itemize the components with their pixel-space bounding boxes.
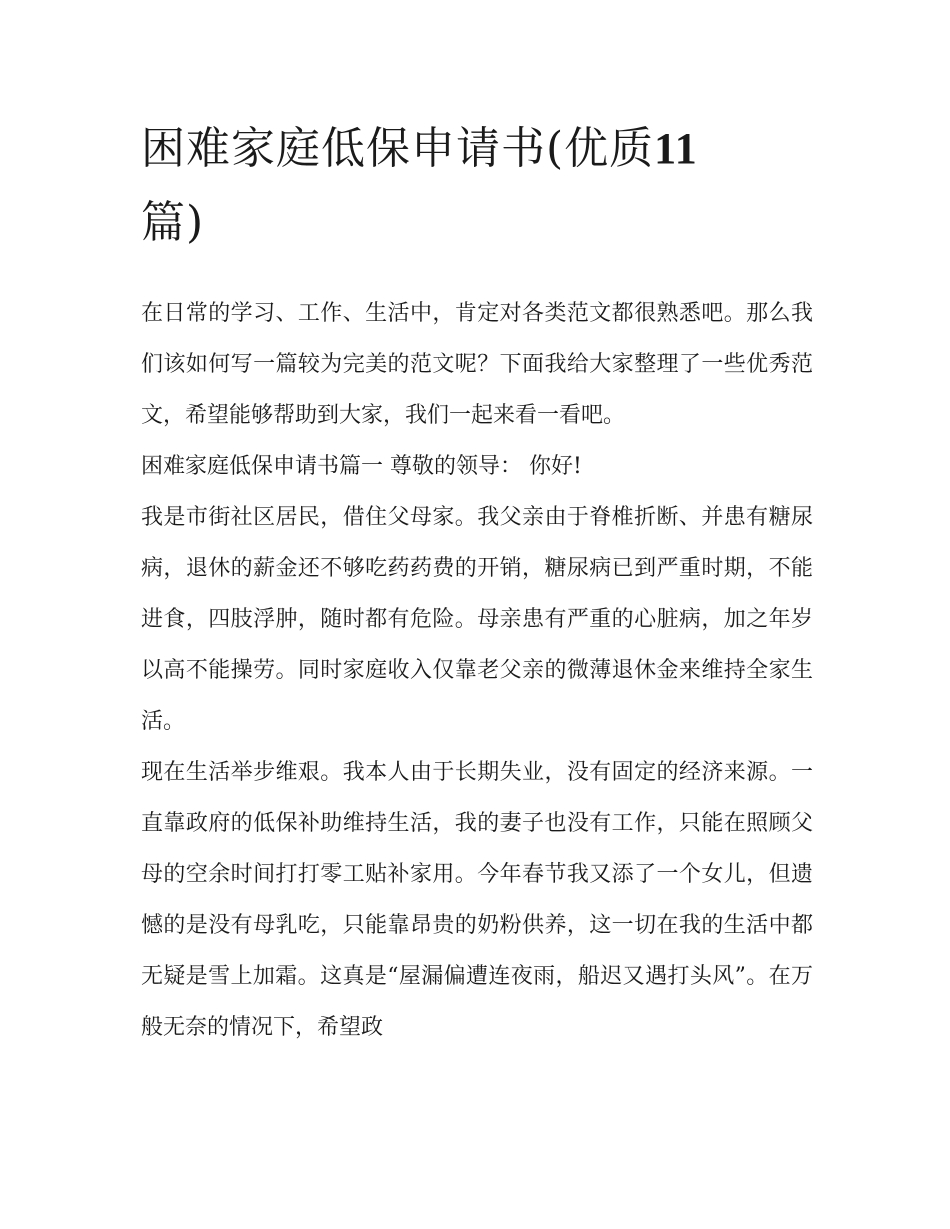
document-page	[141, 112, 813, 1053]
title-end: 篇)	[141, 197, 205, 248]
body-paragraph-family: 我是市街社区居民，借住父母家。我父亲由于脊椎折断、并患有糖尿病，退休的薪金还不够吃药药费的开销，糖尿病已到严重时期，不能进食，四肢浮肿，随时都有危险。母亲患有严重的心脏病，加之年岁以高不能操劳。同时家庭收入仅靠老父亲的微薄退休金来维持全家生活。	[141, 505, 813, 734]
title-text: 困难家庭低保申请书(优质	[141, 123, 655, 174]
section-heading-paragraph: 困难家庭低保申请书篇一 尊敬的领导： 你好!	[141, 454, 582, 479]
body-paragraph-hardship: 现在生活举步维艰。我本人由于长期失业，没有固定的经济来源。一直靠政府的低保补助维持生活，我的妻子也没有工作，只能在照顾父母的空余时间打打零工贴补家用。今年春节我又添了一个女儿，但遗憾的是没有母乳吃，只能靠昂贵的奶粉供养，这一切在我的生活中都无疑是雪上加霜。这真是“屋漏偏遭连夜雨，船迟又遇打头风”。在万般无奈的情况下，希望政	[141, 760, 813, 1040]
title-number: 11	[654, 124, 698, 173]
intro-paragraph: 在日常的学习、工作、生活中，肯定对各类范文都很熟悉吧。那么我们该如何写一篇较为完美的范文呢？下面我给大家整理了一些优秀范文，希望能够帮助到大家，我们一起来看一看吧。	[141, 301, 813, 428]
document-title	[141, 112, 813, 260]
